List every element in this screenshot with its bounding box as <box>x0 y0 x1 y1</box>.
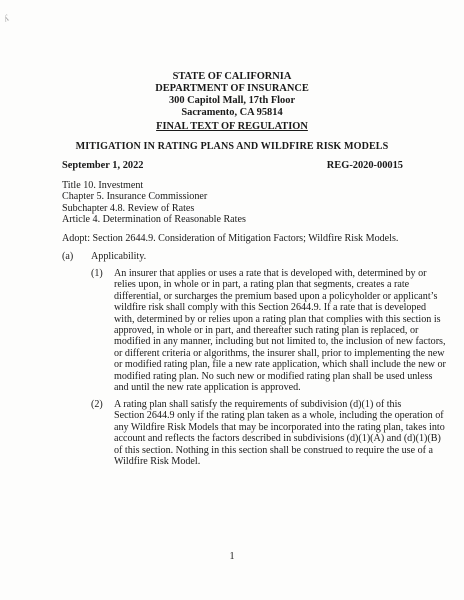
section-a-heading: Applicability. <box>91 251 147 262</box>
header-line: STATE OF CALIFORNIA <box>172 71 292 82</box>
paragraph-line: A rating plan shall satisfy the requirements of subdivision (d)(1) of this <box>114 399 402 410</box>
paragraph-line: Wildfire Risk Model. <box>114 456 201 468</box>
agency-header <box>0 71 464 119</box>
document-subtitle: MITIGATION IN RATING PLANS AND WILDFIRE RISK MODELS <box>75 141 389 152</box>
citation-line: Article 4. Determination of Reasonable Rates <box>62 214 246 226</box>
paragraph-line: wildfire risk shall comply with this Section 2644.9. If a rate that is developed <box>114 302 426 314</box>
paragraph-line: An insurer that applies or uses a rate that is developed with, determined by or <box>114 268 427 279</box>
header-line: Sacramento, CA 95814 <box>181 107 283 118</box>
citation-line: Chapter 5. Insurance Commissioner <box>62 191 208 203</box>
regulation-number: REG-2020-00015 <box>326 160 403 171</box>
citation-line: Title 10. Investment <box>62 180 144 191</box>
code-citation-block <box>62 180 246 226</box>
paragraph-line: relies upon, in whole or in part, a rating plan that segments, creates a rate <box>114 279 410 291</box>
paragraph-line: modified in any manner, including but not limited to, the inclusion of new factors, <box>114 336 446 348</box>
section-a-marker: (a) <box>62 251 74 262</box>
document-date: September 1, 2022 <box>62 160 144 171</box>
paragraph-line: or different criteria or algorithms, the insurer shall, prior to implementing the new <box>114 347 445 359</box>
document-title: FINAL TEXT OF REGULATION <box>156 121 308 132</box>
paragraph-line: approved, in whole or in part, and thereafter such rating plan is replaced, or <box>114 325 419 337</box>
paragraph-line: account and reflects the factors described in subdivisions (d)(1)(A) and (d)(1)(B) <box>114 433 441 445</box>
paragraph-line: of this section. Nothing in this section shall be construed to require the use of a <box>114 444 434 456</box>
paragraph-line: modified rating plan. No such new or modified rating plan shall be used unless <box>114 370 433 382</box>
paragraph-line: Section 2644.9 only if the rating plan taken as a whole, including the operation of <box>114 410 444 422</box>
adopt-statement: Adopt: Section 2644.9. Consideration of Mitigation Factors; Wildfire Risk Models. <box>62 233 399 244</box>
paragraph-line: with, determined by or relies upon a rating plan that complies with this section is <box>114 313 441 325</box>
header-line: 300 Capitol Mall, 17th Floor <box>168 95 296 106</box>
item-2-paragraph <box>114 399 445 468</box>
item-1-paragraph <box>114 268 446 394</box>
scan-mark: ʎ <box>2 12 10 24</box>
paragraph-line: or modified rating plan, file a new rate application, which shall include the new or <box>114 359 446 371</box>
paragraph-line: any Wildfire Risk Models that may be incorporated into the rating plan, takes into <box>114 421 445 433</box>
citation-line: Subchapter 4.8. Review of Rates <box>62 202 195 214</box>
page-number: 1 <box>229 551 235 562</box>
paragraph-line: differential, or surcharges the premium based upon a policyholder or applicant’s <box>114 290 438 302</box>
item-1-marker: (1) <box>91 268 103 279</box>
item-2-marker: (2) <box>91 399 103 410</box>
header-line: DEPARTMENT OF INSURANCE <box>155 83 309 94</box>
paragraph-line: and until the new rate application is approved. <box>114 382 301 394</box>
